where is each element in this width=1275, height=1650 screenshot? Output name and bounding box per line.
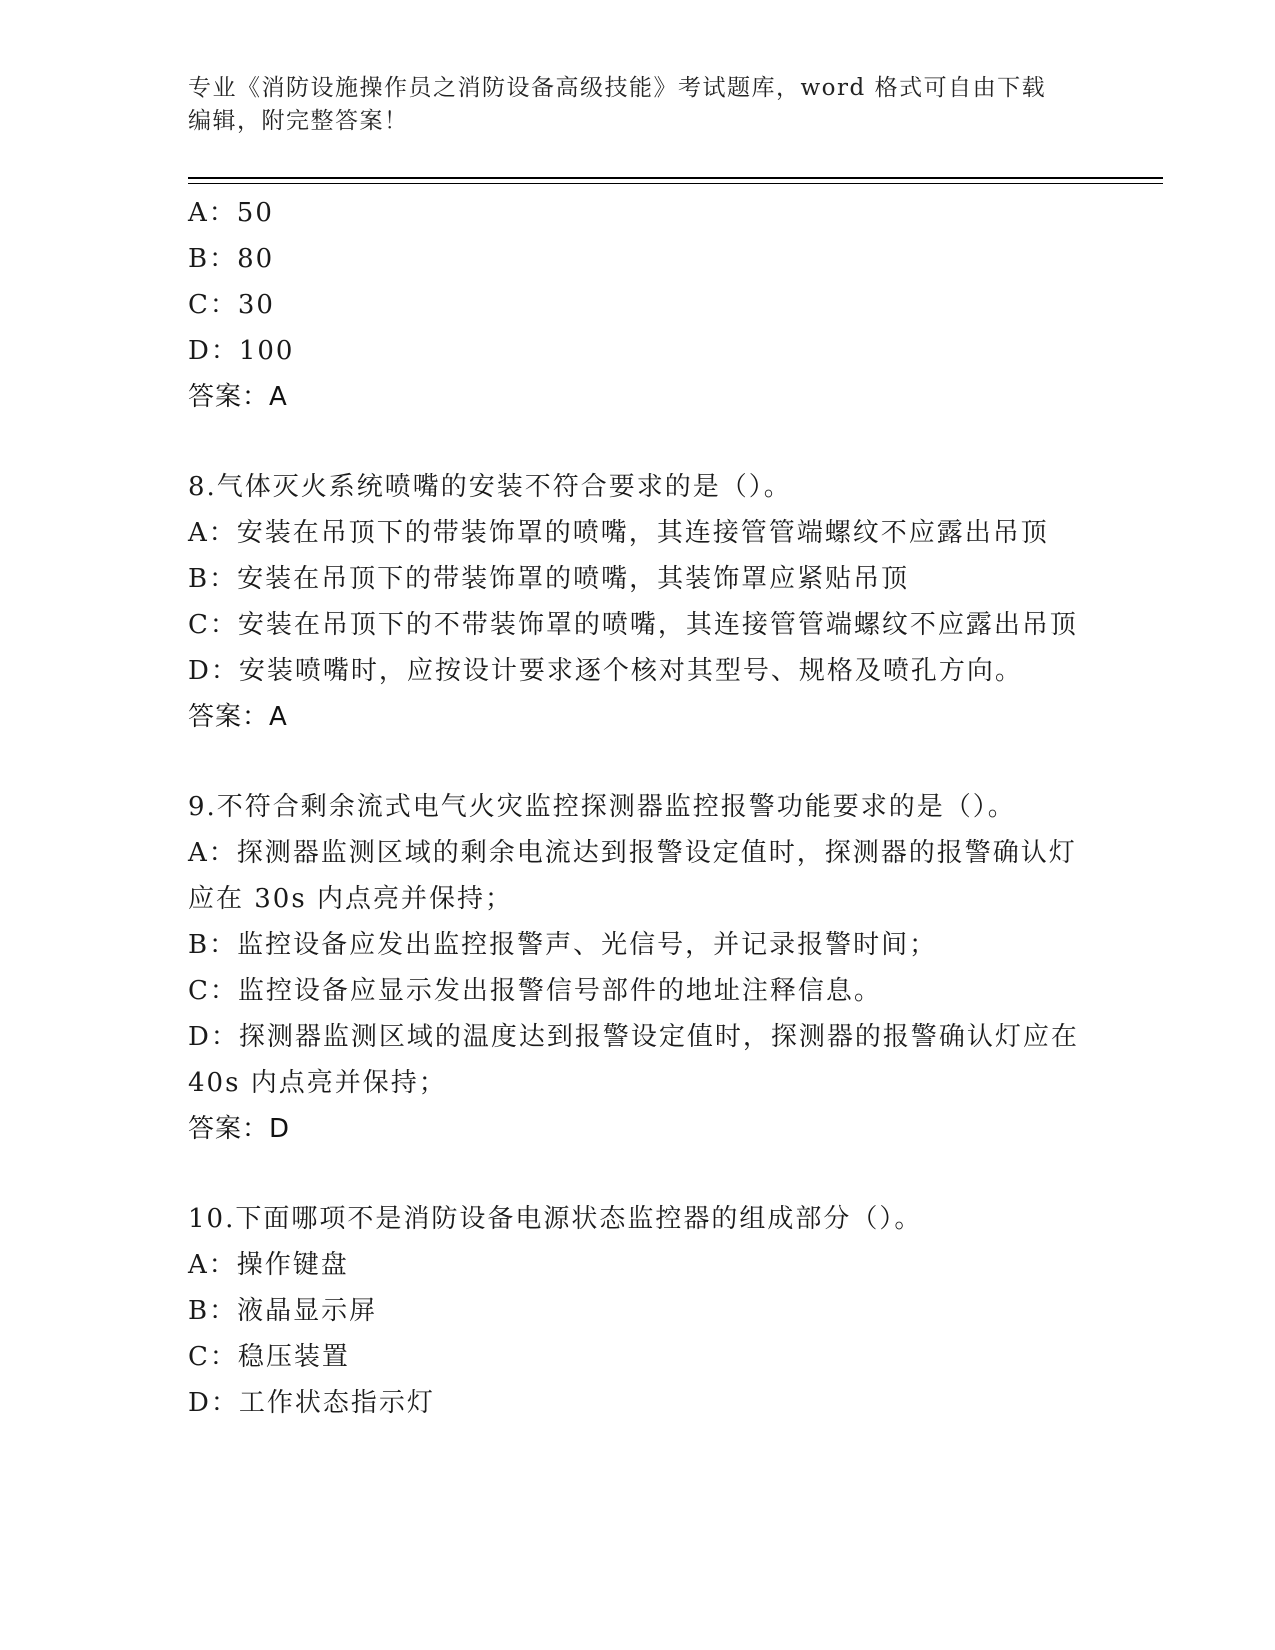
question-text: 9.不符合剩余流式电气火灾监控探测器监控报警功能要求的是（）。 [188,792,1016,822]
option-a: A：探测器监测区域的剩余电流达到报警设定值时，探测器的报警确认灯应在 30s 内点亮并保持； [188,838,1077,914]
spacer [188,1152,1088,1196]
question-block-8 [188,464,1088,740]
answer-line: 答案：A [188,382,288,412]
spacer [188,740,1088,784]
option-d: D：安装喷嘴时，应按设计要求逐个核对其型号、规格及喷孔方向。 [188,656,1023,686]
option-a: A：50 [188,198,274,228]
spacer [188,420,1088,464]
question-text: 10.下面哪项不是消防设备电源状态监控器的组成部分（）。 [188,1204,923,1234]
option-b: B：80 [188,244,275,274]
option-b: B：液晶显示屏 [188,1296,378,1326]
question-text: 8.气体灭火系统喷嘴的安装不符合要求的是（）。 [188,472,792,502]
question-block-9 [188,784,1088,1152]
answer-line: 答案：D [188,1114,291,1144]
option-a: A：安装在吊顶下的带装饰罩的喷嘴，其连接管管端螺纹不应露出吊顶 [188,518,1049,548]
option-d: D：探测器监测区域的温度达到报警设定值时，探测器的报警确认灯应在 40s 内点亮并保持； [188,1022,1090,1098]
option-a: A：操作键盘 [188,1250,349,1280]
option-d: D：100 [188,336,295,366]
option-d: D：工作状态指示灯 [188,1388,435,1418]
header-divider-thin [188,183,1163,184]
question-list [188,190,1088,1426]
option-c: C：安装在吊顶下的不带装饰罩的喷嘴，其连接管管端螺纹不应露出吊顶 [188,610,1078,640]
header-divider-thick [188,177,1163,179]
option-b: B：安装在吊顶下的带装饰罩的喷嘴，其装饰罩应紧贴吊顶 [188,564,910,594]
question-block-10 [188,1196,1088,1426]
option-b: B：监控设备应发出监控报警声、光信号，并记录报警时间； [188,930,938,960]
answer-line: 答案：A [188,702,288,732]
document-header: 专业《消防设施操作员之消防设备高级技能》考试题库，word 格式可自由下载编辑，附完整答案！ [188,75,1047,134]
question-block-7 [188,190,1088,420]
option-c: C：监控设备应显示发出报警信号部件的地址注释信息。 [188,976,882,1006]
option-c: C：稳压装置 [188,1342,350,1372]
option-c: C：30 [188,290,275,320]
